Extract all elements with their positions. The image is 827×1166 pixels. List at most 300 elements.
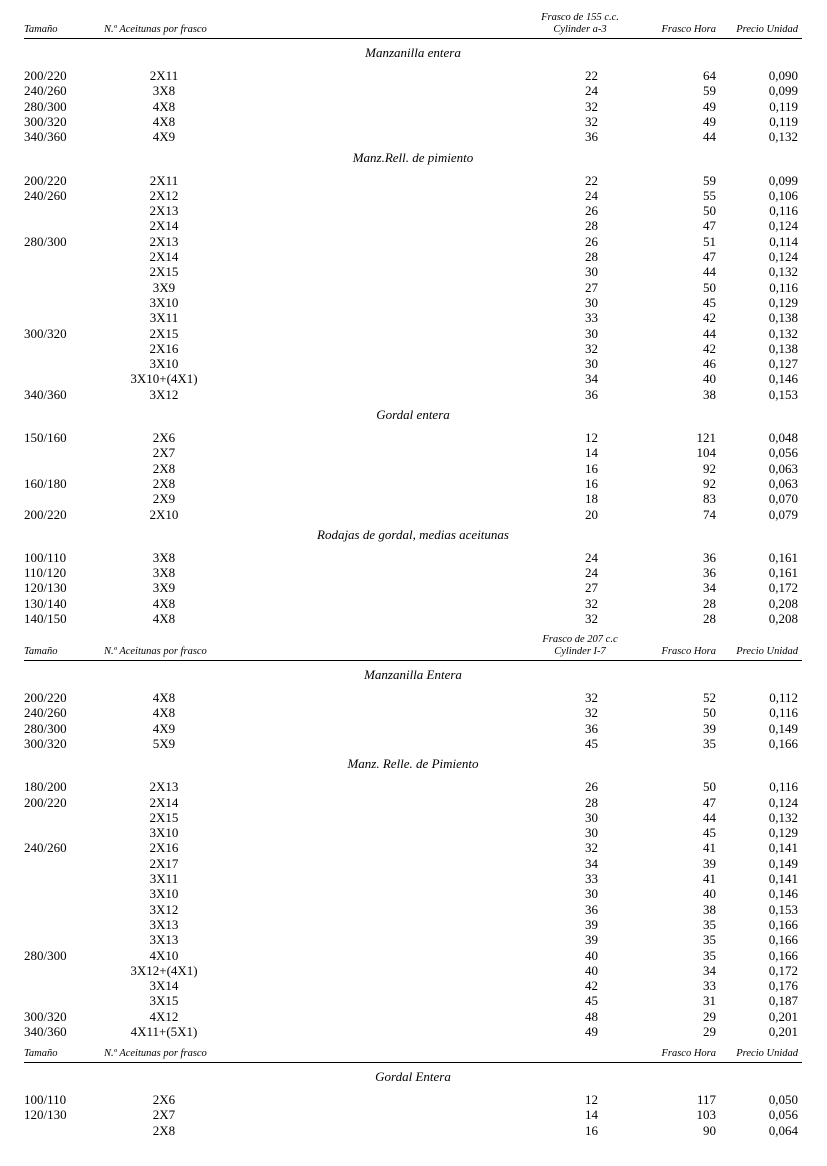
cell-tamano: 200/220 [24,68,67,83]
table-row [24,173,802,188]
cell-frasco-hora: 92 [703,475,716,491]
cell-aceitunas: 4X12 [149,1008,179,1024]
cell-frasco-hora: 41 [703,840,716,856]
cell-aceitunas: 4X10 [149,947,179,963]
cell-precio: 0,149 [768,855,798,871]
table-row [24,356,802,371]
header-aceitunas: N.º Aceitunas por frasco [104,1048,207,1059]
table-row [24,550,802,565]
cell-frasco: 30 [585,825,598,841]
cell-frasco-hora: 74 [703,506,716,522]
table-row [24,507,802,522]
table-row [24,99,802,114]
table-row [24,690,802,705]
cell-frasco: 39 [585,932,598,948]
cell-aceitunas: 2X17 [149,855,179,871]
cell-aceitunas: 2X8 [152,460,176,476]
cell-aceitunas: 2X13 [149,779,179,795]
cell-precio: 0,116 [769,279,798,295]
cell-frasco-hora: 29 [703,1008,716,1024]
cell-frasco-hora: 41 [703,871,716,886]
cell-aceitunas: 3X10 [149,825,179,841]
table-row [24,917,802,932]
cell-frasco-hora: 51 [703,233,716,249]
table-row [24,387,802,402]
cell-aceitunas: 3X13 [149,932,179,948]
cell-precio: 0,161 [768,549,798,565]
header-frasco-line2: Cylinder a-3 [553,24,607,35]
cell-aceitunas: 3X10 [149,886,179,902]
table-row [24,779,802,794]
cell-frasco-hora: 50 [703,279,716,295]
cell-precio: 0,201 [768,1024,798,1039]
table-row [24,491,802,506]
cell-precio: 0,187 [768,993,798,1009]
cell-frasco-hora: 49 [703,98,716,114]
cell-aceitunas: 4X8 [152,595,176,611]
cell-frasco: 40 [585,947,598,963]
cell-frasco-hora: 44 [703,264,716,280]
cell-frasco-hora: 35 [703,932,716,948]
cell-frasco-hora: 36 [703,565,716,581]
cell-precio: 0,146 [768,371,798,387]
cell-frasco-hora: 117 [696,1092,716,1107]
cell-frasco: 18 [585,491,598,507]
cell-frasco: 20 [585,506,598,522]
cell-tamano: 300/320 [24,325,67,341]
table-row [24,810,802,825]
cell-frasco: 16 [585,475,598,491]
cell-frasco: 22 [585,172,598,188]
cell-frasco-hora: 44 [703,129,716,145]
cell-precio: 0,132 [768,264,798,280]
cell-frasco: 26 [585,233,598,249]
section-title: Manz. Relle. de Pimiento [347,756,479,772]
cell-frasco-hora: 42 [703,310,716,326]
cell-aceitunas: 3X11 [149,310,179,326]
section-title: Manz.Rell. de pimiento [352,149,474,165]
table-row [24,203,802,218]
cell-tamano: 240/260 [24,705,67,721]
table-row [24,430,802,445]
cell-aceitunas: 2X13 [149,203,179,219]
cell-tamano: 300/320 [24,1008,67,1024]
table-header [24,630,802,661]
cell-aceitunas: 2X11 [149,68,179,83]
cell-precio: 0,138 [768,310,798,326]
cell-precio: 0,119 [769,113,798,129]
cell-precio: 0,116 [769,779,798,795]
cell-aceitunas: 5X9 [152,735,176,751]
cell-frasco: 36 [585,129,598,145]
cell-precio: 0,079 [768,506,798,522]
cell-frasco-hora: 50 [703,705,716,721]
cell-tamano: 140/150 [24,611,67,626]
cell-aceitunas: 3X14 [149,978,179,994]
cell-frasco: 27 [585,580,598,596]
table-row [24,83,802,98]
table-row [24,856,802,871]
cell-frasco: 27 [585,279,598,295]
cell-precio: 0,166 [768,932,798,948]
cell-tamano: 280/300 [24,947,67,963]
cell-precio: 0,070 [768,491,798,507]
cell-precio: 0,208 [768,611,798,626]
header-aceitunas: N.º Aceitunas por frasco [104,24,207,35]
cell-precio: 0,056 [768,1107,798,1123]
cell-frasco-hora: 83 [703,491,716,507]
cell-aceitunas: 3X9 [152,580,176,596]
cell-aceitunas: 2X8 [152,1122,176,1138]
section-title: Gordal Entera [375,1069,451,1084]
cell-precio: 0,119 [769,98,798,114]
cell-frasco-hora: 40 [703,371,716,387]
header-frasco-line2: Cylinder I-7 [554,646,606,657]
table-row [24,326,802,341]
table-row [24,963,802,978]
table-row [24,978,802,993]
cell-aceitunas: 3X12 [149,386,179,402]
cell-tamano: 300/320 [24,113,67,129]
cell-tamano: 200/220 [24,172,67,188]
section-title: Rodajas de gordal, medias aceitunas [317,526,509,542]
cell-precio: 0,166 [768,947,798,963]
cell-aceitunas: 3X8 [152,549,176,565]
header-frasco-line1: Frasco de 155 c.c. [541,12,619,23]
cell-precio: 0,127 [768,356,798,372]
cell-frasco-hora: 28 [703,611,716,626]
cell-precio: 0,141 [768,871,798,886]
cell-aceitunas: 3X15 [149,993,179,1009]
cell-frasco: 33 [585,310,598,326]
table-row [24,611,802,626]
cell-precio: 0,153 [768,901,798,917]
cell-precio: 0,201 [768,1008,798,1024]
cell-tamano: 180/200 [24,779,67,795]
cell-frasco-hora: 35 [703,735,716,751]
cell-precio: 0,172 [768,580,798,596]
cell-frasco: 32 [585,340,598,356]
table-row [24,476,802,491]
cell-frasco-hora: 42 [703,340,716,356]
cell-precio: 0,124 [768,794,798,810]
header-frasco-line1: Frasco de 207 c.c [542,634,618,645]
cell-frasco: 32 [585,595,598,611]
header-frasco-hora: Frasco Hora [661,1048,716,1059]
cell-precio: 0,050 [768,1092,798,1107]
header-frasco [520,634,640,658]
header-frasco-hora: Frasco Hora [661,646,716,657]
cell-frasco-hora: 38 [703,901,716,917]
cell-precio: 0,124 [768,218,798,234]
cell-tamano: 240/260 [24,83,67,99]
table-row [24,264,802,279]
cell-frasco-hora: 38 [703,386,716,402]
cell-tamano: 150/160 [24,430,67,445]
table-row [24,114,802,129]
cell-frasco: 28 [585,249,598,264]
table-header [24,1032,802,1063]
cell-frasco-hora: 47 [703,218,716,234]
table-row [24,886,802,901]
cell-precio: 0,114 [769,233,798,249]
table-row [24,445,802,460]
cell-precio: 0,176 [768,978,798,994]
header-frasco [520,12,640,36]
cell-frasco: 12 [585,430,598,445]
cell-frasco: 16 [585,1122,598,1138]
table-row [24,371,802,386]
cell-frasco: 24 [585,549,598,565]
cell-frasco: 24 [585,565,598,581]
cell-aceitunas: 4X8 [152,690,176,705]
cell-frasco: 32 [585,611,598,626]
table-row [24,1009,802,1024]
cell-frasco-hora: 50 [703,779,716,795]
cell-frasco: 28 [585,218,598,234]
cell-frasco: 30 [585,264,598,280]
table-row [24,1092,802,1107]
cell-precio: 0,106 [768,187,798,203]
table-row [24,825,802,840]
cell-frasco: 32 [585,690,598,705]
header-tamano: Tamaño [24,1048,58,1059]
cell-frasco-hora: 121 [696,430,716,445]
cell-frasco-hora: 36 [703,549,716,565]
cell-precio: 0,090 [768,68,798,83]
header-tamano: Tamaño [24,646,58,657]
cell-frasco-hora: 45 [703,825,716,841]
cell-frasco: 30 [585,356,598,372]
table-row [24,902,802,917]
cell-aceitunas: 2X13 [149,233,179,249]
cell-precio: 0,116 [769,705,798,721]
table-row [24,840,802,855]
cell-frasco-hora: 52 [703,690,716,705]
cell-frasco: 24 [585,83,598,99]
cell-tamano: 280/300 [24,233,67,249]
cell-precio: 0,172 [768,962,798,978]
table-header [24,8,802,39]
cell-frasco: 30 [585,325,598,341]
cell-frasco: 26 [585,779,598,795]
cell-precio: 0,064 [768,1122,798,1138]
cell-tamano: 120/130 [24,1107,67,1123]
header-precio: Precio Unidad [736,646,798,657]
table-row [24,932,802,947]
cell-frasco-hora: 28 [703,595,716,611]
cell-frasco: 36 [585,386,598,402]
cell-tamano: 200/220 [24,794,67,810]
cell-precio: 0,132 [768,325,798,341]
cell-frasco-hora: 35 [703,916,716,932]
cell-aceitunas: 2X10 [149,506,179,522]
cell-precio: 0,166 [768,916,798,932]
cell-frasco-hora: 103 [696,1107,716,1123]
cell-aceitunas: 4X8 [152,611,176,626]
cell-frasco: 14 [585,445,598,461]
cell-aceitunas: 2X6 [152,430,176,445]
cell-tamano: 200/220 [24,506,67,522]
cell-frasco: 45 [585,993,598,1009]
table-row [24,871,802,886]
header-tamano: Tamaño [24,24,58,35]
cell-frasco: 42 [585,978,598,994]
cell-frasco: 36 [585,720,598,736]
cell-frasco: 30 [585,809,598,825]
cell-frasco-hora: 34 [703,580,716,596]
header-precio: Precio Unidad [736,24,798,35]
table-row [24,280,802,295]
table-row [24,188,802,203]
cell-tamano: 280/300 [24,98,67,114]
cell-aceitunas: 2X16 [149,840,179,856]
cell-tamano: 160/180 [24,475,67,491]
cell-aceitunas: 2X15 [149,325,179,341]
cell-frasco-hora: 90 [703,1122,716,1138]
cell-frasco: 34 [585,371,598,387]
cell-aceitunas: 2X14 [149,794,179,810]
cell-tamano: 110/120 [24,565,67,581]
cell-aceitunas: 2X7 [152,1107,176,1123]
section-title: Manzanilla entera [365,45,461,60]
cell-precio: 0,166 [768,735,798,751]
cell-frasco-hora: 33 [703,978,716,994]
table-row [24,218,802,233]
table-row [24,249,802,264]
cell-frasco-hora: 46 [703,356,716,372]
cell-frasco-hora: 49 [703,113,716,129]
cell-frasco-hora: 50 [703,203,716,219]
cell-precio: 0,132 [768,809,798,825]
cell-frasco-hora: 104 [696,445,716,461]
cell-frasco: 49 [585,1024,598,1039]
cell-frasco: 16 [585,460,598,476]
cell-frasco: 14 [585,1107,598,1123]
cell-precio: 0,112 [769,690,798,705]
table-row [24,1107,802,1122]
cell-precio: 0,129 [768,825,798,841]
cell-precio: 0,116 [769,203,798,219]
cell-precio: 0,153 [768,386,798,402]
cell-aceitunas: 3X13 [149,916,179,932]
cell-precio: 0,141 [768,840,798,856]
cell-tamano: 130/140 [24,595,67,611]
cell-aceitunas: 2X14 [149,249,179,264]
cell-tamano: 300/320 [24,735,67,751]
cell-tamano: 120/130 [24,580,67,596]
cell-aceitunas: 2X11 [149,172,179,188]
cell-aceitunas: 3X10 [149,294,179,310]
cell-aceitunas: 3X10+(4X1) [130,371,198,387]
cell-precio: 0,161 [768,565,798,581]
cell-tamano: 340/360 [24,129,67,145]
cell-aceitunas: 2X14 [149,218,179,234]
cell-aceitunas: 4X8 [152,98,176,114]
cell-frasco: 24 [585,187,598,203]
cell-aceitunas: 2X16 [149,340,179,356]
cell-precio: 0,124 [768,249,798,264]
cell-frasco-hora: 39 [703,855,716,871]
cell-tamano: 200/220 [24,690,67,705]
cell-aceitunas: 2X8 [152,475,176,491]
cell-tamano: 340/360 [24,1024,67,1039]
cell-precio: 0,048 [768,430,798,445]
cell-tamano: 280/300 [24,720,67,736]
cell-aceitunas: 4X11+(5X1) [130,1024,198,1039]
cell-frasco: 30 [585,294,598,310]
cell-precio: 0,129 [768,294,798,310]
table-row [24,341,802,356]
cell-precio: 0,149 [768,720,798,736]
cell-frasco-hora: 29 [703,1024,716,1039]
cell-frasco: 22 [585,68,598,83]
cell-precio: 0,138 [768,340,798,356]
cell-frasco: 32 [585,98,598,114]
cell-frasco-hora: 45 [703,294,716,310]
cell-aceitunas: 2X15 [149,264,179,280]
cell-frasco: 45 [585,735,598,751]
cell-aceitunas: 3X11 [149,871,179,886]
cell-frasco: 48 [585,1008,598,1024]
cell-aceitunas: 3X8 [152,565,176,581]
cell-aceitunas: 4X8 [152,113,176,129]
cell-frasco: 32 [585,840,598,856]
cell-frasco-hora: 59 [703,83,716,99]
cell-frasco: 32 [585,113,598,129]
cell-frasco: 28 [585,794,598,810]
cell-tamano: 100/110 [24,1092,67,1107]
cell-frasco-hora: 40 [703,886,716,902]
cell-frasco: 34 [585,855,598,871]
cell-frasco: 39 [585,916,598,932]
table-row [24,705,802,720]
cell-aceitunas: 2X12 [149,187,179,203]
cell-frasco: 12 [585,1092,598,1107]
table-row [24,721,802,736]
cell-precio: 0,099 [768,83,798,99]
cell-frasco-hora: 92 [703,460,716,476]
table-row [24,795,802,810]
cell-frasco: 33 [585,871,598,886]
header-frasco-hora: Frasco Hora [661,24,716,35]
cell-tamano: 240/260 [24,187,67,203]
section-title: Manzanilla Entera [364,667,462,682]
cell-frasco-hora: 44 [703,809,716,825]
cell-aceitunas: 3X10 [149,356,179,372]
cell-frasco-hora: 39 [703,720,716,736]
cell-frasco-hora: 47 [703,249,716,264]
cell-aceitunas: 3X12+(4X1) [130,962,198,978]
cell-frasco-hora: 44 [703,325,716,341]
cell-frasco-hora: 64 [703,68,716,83]
table-row [24,580,802,595]
cell-precio: 0,208 [768,595,798,611]
table-row [24,461,802,476]
cell-aceitunas: 3X9 [152,279,176,295]
cell-precio: 0,132 [768,129,798,145]
table-row [24,948,802,963]
cell-precio: 0,056 [768,445,798,461]
cell-frasco: 32 [585,705,598,721]
cell-aceitunas: 3X8 [152,83,176,99]
cell-aceitunas: 2X9 [152,491,176,507]
table-row [24,234,802,249]
table-row [24,596,802,611]
table-row [24,68,802,83]
table-row [24,993,802,1008]
cell-frasco-hora: 47 [703,794,716,810]
